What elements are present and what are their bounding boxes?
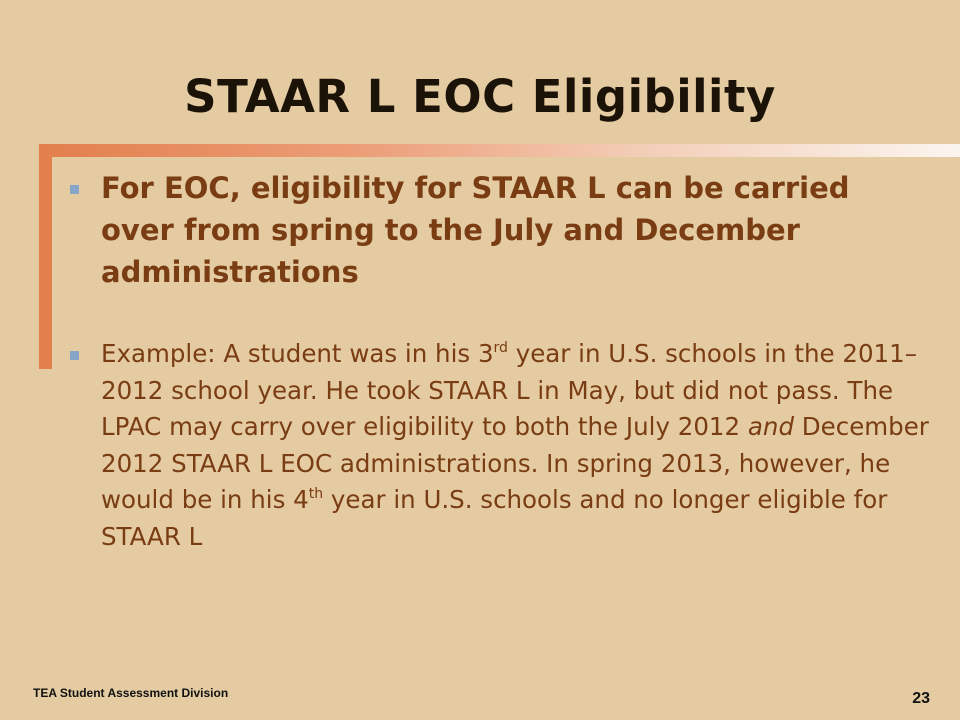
example-text-part: year in U.S. schools and no longer eligible for STAAR L [101, 485, 888, 551]
slide-title: STAAR L EOC Eligibility [184, 70, 776, 123]
bullet-text-example [101, 336, 931, 555]
accent-bar-vertical [39, 144, 52, 369]
example-text-part: Example: A student was in his 3 [101, 339, 494, 368]
bullet-square-icon [70, 185, 79, 194]
example-text-part: December 2012 STAAR L EOC administrations. In spring 2013, however, he would be in his 4 [101, 412, 929, 514]
superscript-ordinal: th [308, 486, 324, 502]
footer-organization: TEA Student Assessment Division [33, 686, 229, 700]
superscript-ordinal: rd [493, 340, 508, 356]
example-text-part: year in U.S. schools in the 2011–2012 school year. He took STAAR L in May, but did not pass. The LPAC may carry over eligibility to both the July 2012 [101, 339, 917, 441]
emphasis-text: and [747, 412, 794, 441]
bullet-square-icon [70, 351, 79, 360]
accent-bar-horizontal [39, 144, 960, 157]
bullet-text-eligibility: For EOC, eligibility for STAAR L can be carried over from spring to the July and December administrations [101, 171, 850, 289]
page-number: 23 [912, 690, 930, 707]
